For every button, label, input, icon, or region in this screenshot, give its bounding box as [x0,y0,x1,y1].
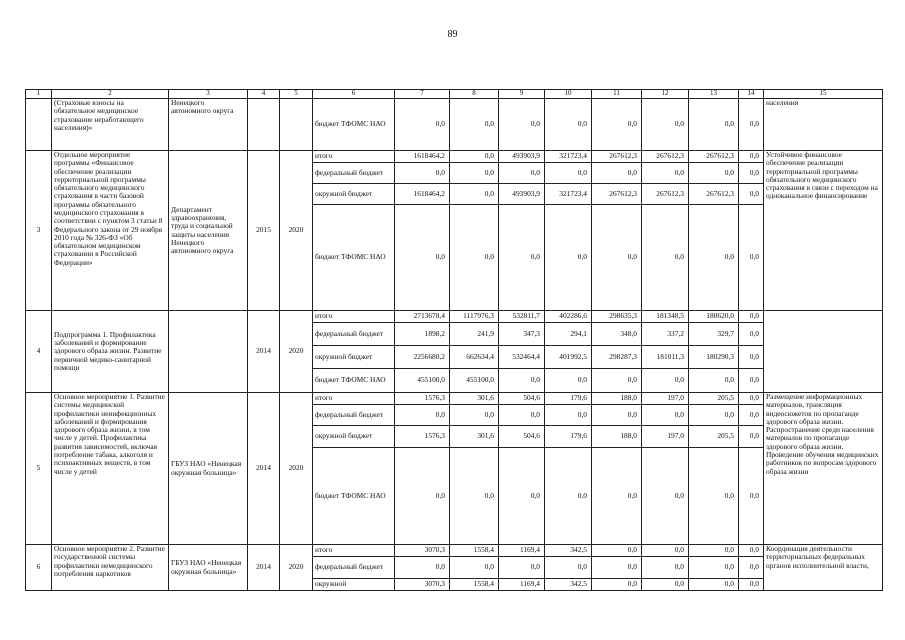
funding-source: итого [313,393,395,405]
table-row [26,545,883,557]
col-header: 11 [592,90,642,99]
funding-source: итого [313,545,395,557]
start-year [248,99,280,151]
value-cell: 0,0 [499,448,545,545]
value-cell: 1898,2 [395,323,450,346]
column-number-row [26,90,883,99]
value-cell: 0,0 [739,405,764,426]
value-cell: 0,0 [739,393,764,405]
value-cell: 1576,3 [395,393,450,405]
value-cell: 267612,3 [689,151,739,163]
value-cell: 298287,3 [592,346,642,369]
value-cell: 1576,3 [395,426,450,448]
value-cell: 1169,4 [499,579,545,591]
value-cell: 179,6 [545,393,592,405]
funding-source: федеральный бюджет [313,323,395,346]
value-cell: 1558,4 [450,579,499,591]
value-cell: 0,0 [592,448,642,545]
value-cell: 0,0 [592,579,642,591]
col-header: 15 [764,90,883,99]
value-cell: 0,0 [592,369,642,393]
col-header: 1 [26,90,52,99]
value-cell: 342,5 [545,579,592,591]
funding-source: федеральный бюджет [313,405,395,426]
executor: ГБУЗ НАО «Ненецкая окружная больница» [169,393,248,545]
value-cell: 0,0 [642,448,689,545]
col-header: 14 [739,90,764,99]
value-cell: 294,1 [545,323,592,346]
table-row [26,393,883,405]
row-number: 5 [26,393,52,545]
col-header: 7 [395,90,450,99]
value-cell: 3070,3 [395,545,450,557]
value-cell: 298635,3 [592,311,642,323]
funding-source: бюджет ТФОМС НАО [313,99,395,151]
value-cell: 0,0 [499,99,545,151]
start-year: 2014 [248,311,280,393]
page-number: 89 [447,29,458,40]
end-year: 2020 [280,545,313,591]
value-cell: 2256680,2 [395,346,450,369]
executor: ГБУЗ НАО «Ненецкая окружная больница» [169,545,248,591]
row-number [26,99,52,151]
value-cell: 0,0 [545,369,592,393]
value-cell: 267612,3 [592,151,642,163]
value-cell: 0,0 [642,99,689,151]
budget-table [25,89,883,591]
value-cell: 0,0 [642,557,689,579]
value-cell: 0,0 [592,205,642,311]
value-cell: 348,0 [592,323,642,346]
value-cell: 0,0 [592,557,642,579]
funding-source: бюджет ТФОМС НАО [313,369,395,393]
value-cell: 267612,3 [689,184,739,205]
value-cell: 180620,0 [689,311,739,323]
value-cell: 0,0 [395,557,450,579]
col-header: 5 [280,90,313,99]
value-cell: 0,0 [450,557,499,579]
value-cell: 0,0 [739,99,764,151]
value-cell: 0,0 [545,405,592,426]
value-cell: 1618464,2 [395,151,450,163]
value-cell: 197,0 [642,426,689,448]
value-cell: 267612,3 [642,151,689,163]
value-cell: 180290,3 [689,346,739,369]
value-cell: 321723,4 [545,184,592,205]
value-cell: 493903,9 [499,184,545,205]
value-cell: 662634,4 [450,346,499,369]
measure-name: Отдельное мероприятие программы «Финансовое обеспечение реализации территориальной программы обязательного медицинского страхования в части базовой программы обязательного медицинского страхования в соответствии с пунктом 3 статьи 8 Федерального закона от 29 ноября 2010 года № 326-ФЗ «Об обязательном медицинском страховании в Российской Федерации» [52,151,169,311]
value-cell: 0,0 [739,205,764,311]
value-cell: 0,0 [689,557,739,579]
value-cell: 1558,4 [450,545,499,557]
value-cell: 0,0 [739,369,764,393]
table-row [26,311,883,323]
start-year: 2014 [248,545,280,591]
value-cell: 0,0 [592,99,642,151]
value-cell: 0,0 [395,405,450,426]
measure-name: Основное мероприятие 1. Развитие системы медицинской профилактики неинфекционных заболеваний и формирования здорового образа жизни, в том числе у детей. Профилактика развития зависимостей, включая потребление табака, алкоголя и психоактивных веществ, в том числе у детей [52,393,169,545]
value-cell: 0,0 [592,163,642,184]
value-cell: 0,0 [499,369,545,393]
value-cell: 0,0 [545,99,592,151]
value-cell: 0,0 [689,99,739,151]
funding-source: окружной бюджет [313,184,395,205]
value-cell: 455100,0 [395,369,450,393]
start-year: 2015 [248,151,280,311]
value-cell: 0,0 [739,579,764,591]
value-cell: 301,6 [450,426,499,448]
value-cell: 179,6 [545,426,592,448]
value-cell: 0,0 [689,369,739,393]
funding-source: федеральный бюджет [313,163,395,184]
row-number: 4 [26,311,52,393]
value-cell: 493903,9 [499,151,545,163]
value-cell: 0,0 [739,151,764,163]
value-cell: 188,0 [592,393,642,405]
value-cell: 347,3 [499,323,545,346]
value-cell: 197,0 [642,393,689,405]
row-number: 3 [26,151,52,311]
value-cell: 1169,4 [499,545,545,557]
value-cell: 0,0 [739,448,764,545]
value-cell: 0,0 [739,557,764,579]
funding-source: бюджет ТФОМС НАО [313,448,395,545]
expected-result: населения [764,99,883,151]
value-cell: 0,0 [450,184,499,205]
value-cell: 0,0 [642,163,689,184]
table-row [26,99,883,151]
value-cell: 532811,7 [499,311,545,323]
end-year: 2020 [280,311,313,393]
funding-source: окружной бюджет [313,346,395,369]
funding-source: окружной бюджет [313,426,395,448]
value-cell: 504,6 [499,426,545,448]
value-cell: 267612,3 [642,184,689,205]
col-header: 10 [545,90,592,99]
col-header: 8 [450,90,499,99]
value-cell: 0,0 [395,448,450,545]
value-cell: 181011,3 [642,346,689,369]
value-cell: 0,0 [689,163,739,184]
value-cell: 342,5 [545,545,592,557]
value-cell: 0,0 [739,184,764,205]
value-cell: 0,0 [689,545,739,557]
value-cell: 0,0 [545,448,592,545]
expected-result [764,311,883,393]
value-cell: 205,5 [689,426,739,448]
measure-name: Основное мероприятие 2. Развитие государственной системы профилактики немедицинского потребления наркотиков [52,545,169,591]
value-cell: 267612,3 [592,184,642,205]
value-cell: 0,0 [545,163,592,184]
value-cell: 321723,4 [545,151,592,163]
value-cell: 181348,5 [642,311,689,323]
measure-name: (Страховые взносы на обязательное медицинское страхование неработающего населения)» [52,99,169,151]
value-cell: 241,9 [450,323,499,346]
value-cell: 0,0 [689,579,739,591]
executor: Ненецкого автономного округа [169,99,248,151]
value-cell: 337,2 [642,323,689,346]
col-header: 2 [52,90,169,99]
value-cell: 0,0 [739,163,764,184]
value-cell: 0,0 [739,426,764,448]
value-cell: 0,0 [450,205,499,311]
value-cell: 188,0 [592,426,642,448]
value-cell: 0,0 [689,205,739,311]
value-cell: 1618464,2 [395,184,450,205]
end-year [280,99,313,151]
funding-source: федеральный бюджет [313,557,395,579]
expected-result: Устойчивое финансовое обеспечение реализации территориальной программы обязательного медицинского страхования в связи с переходом на одноканальное финансирование [764,151,883,311]
measure-name: Подпрограмма 1. Профилактика заболеваний и формирование здорового образа жизни. Развитие первичной медико-санитарной помощи [52,311,169,393]
expected-result: Координация деятельности территориальных федеральных органов исполнительной власти, [764,545,883,591]
row-number: 6 [26,545,52,591]
executor: Департамент здравоохранения, труда и социальной защиты населения Ненецкого автономного округа [169,151,248,311]
funding-source: итого [313,311,395,323]
value-cell: 0,0 [499,557,545,579]
value-cell: 0,0 [642,369,689,393]
value-cell: 301,6 [450,393,499,405]
value-cell: 2713678,4 [395,311,450,323]
value-cell: 0,0 [395,163,450,184]
executor [169,311,248,393]
value-cell: 0,0 [450,151,499,163]
value-cell: 0,0 [450,99,499,151]
value-cell: 0,0 [642,405,689,426]
value-cell: 455100,0 [450,369,499,393]
value-cell: 0,0 [739,323,764,346]
value-cell: 0,0 [689,448,739,545]
funding-source: бюджет ТФОМС НАО [313,205,395,311]
value-cell: 329,7 [689,323,739,346]
value-cell: 0,0 [739,346,764,369]
value-cell: 205,5 [689,393,739,405]
end-year: 2020 [280,393,313,545]
value-cell: 0,0 [592,545,642,557]
value-cell: 0,0 [592,405,642,426]
value-cell: 402286,6 [545,311,592,323]
col-header: 9 [499,90,545,99]
col-header: 3 [169,90,248,99]
value-cell: 504,6 [499,393,545,405]
col-header: 12 [642,90,689,99]
value-cell: 1117976,3 [450,311,499,323]
value-cell: 0,0 [450,448,499,545]
col-header: 4 [248,90,280,99]
value-cell: 0,0 [499,205,545,311]
col-header: 13 [689,90,739,99]
value-cell: 0,0 [395,99,450,151]
value-cell: 0,0 [642,579,689,591]
col-header: 6 [313,90,395,99]
value-cell: 0,0 [395,205,450,311]
funding-source: итого [313,151,395,163]
value-cell: 0,0 [450,405,499,426]
value-cell: 0,0 [739,311,764,323]
value-cell: 0,0 [499,163,545,184]
funding-source: окружной [313,579,395,591]
end-year: 2020 [280,151,313,311]
value-cell: 0,0 [739,545,764,557]
value-cell: 401992,5 [545,346,592,369]
value-cell: 0,0 [689,405,739,426]
table-row [26,151,883,163]
value-cell: 0,0 [499,405,545,426]
value-cell: 0,0 [545,205,592,311]
value-cell: 0,0 [642,205,689,311]
value-cell: 0,0 [642,545,689,557]
value-cell: 0,0 [545,557,592,579]
value-cell: 532464,4 [499,346,545,369]
expected-result: Размещение информационных материалов, трансляция видеосюжетов по пропаганде здорового образа жизни. Распространение среди населения материалов по пропаганде здорового образа жизни. Проведение обучения медицинских работников по вопросам здорового образа жизни [764,393,883,545]
value-cell: 3070,3 [395,579,450,591]
value-cell: 0,0 [450,163,499,184]
start-year: 2014 [248,393,280,545]
